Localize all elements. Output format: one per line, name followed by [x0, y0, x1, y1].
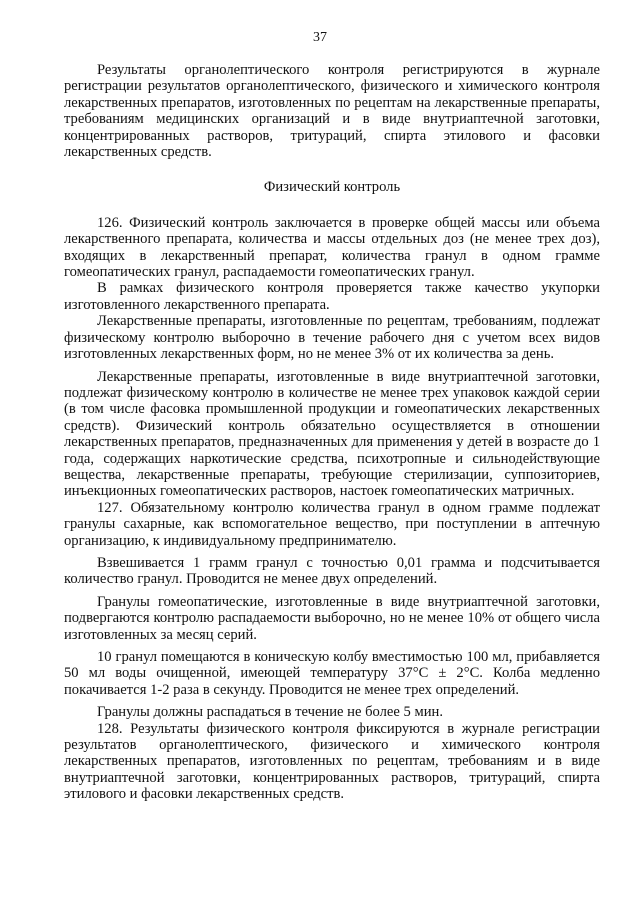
paragraph-126: 126. Физический контроль заключается в проверке общей массы или объема лекарственного препарата, количества и массы отдельных доз (не менее трех доз), входящих в лекарственный препарат, количества гранул в одном грамме гомеопатических гранул, распадаемости гомеопатических гранул. — [64, 214, 600, 281]
paragraph-in-pharmacy-preparation: Лекарственные препараты, изготовленные в виде внутриаптечной заготовки, подлежат физическому контролю в количестве не менее трех упаковок каждой серии (в том числе фасовка промышленной продукции и гомеопатических лекарственных средств). Физический контроль обязательно осуществляется в отношении лекарственных препаратов, предназначенных для применения у детей в возрасте до 1 года, содержащих наркотические средства, психотропные и сильнодействующие вещества, лекарственные препараты, требующие стерилизации, суппозиториев, инъекционных гомеопатических растворов, настоек гомеопатических матричных. — [64, 368, 600, 500]
page-number: 37 — [313, 30, 327, 45]
paragraph-disintegration-control: Гранулы гомеопатические, изготовленные в виде внутриаптечной заготовки, подвергаются контролю распадаемости выборочно, но не менее 10% от общего числа изготовленных за месяц серий. — [64, 593, 600, 643]
section-heading: Физический контроль — [263, 179, 401, 196]
paragraph-disintegration-time: Гранулы должны распадаться в течение не более 5 мин. — [97, 704, 443, 721]
document-body — [64, 62, 600, 803]
paragraph-127: 127. Обязательному контролю количества гранул в одном грамме подлежат гранулы сахарные, как вспомогательное вещество, при поступлении в аптечную организацию, к индивидуальному предпринимателю. — [64, 499, 600, 549]
paragraph-prescription-control: Лекарственные препараты, изготовленные по рецептам, требованиям, подлежат физическому контролю выборочно в течение рабочего дня с учетом всех видов изготовленных лекарственных форм, но не менее 3% от их количества за день. — [64, 313, 600, 363]
paragraph-weighing: Взвешивается 1 грамм гранул с точностью 0,01 грамма и подсчитывается количество гранул. Проводится не менее двух определений. — [64, 554, 600, 588]
paragraph-test-procedure: 10 гранул помещаются в коническую колбу вместимостью 100 мл, прибавляется 50 мл воды очищенной, имеющей температуру 37°С ± 2°С. Колба медленно покачивается 1-2 раза в секунду. Проводится не менее трех определений. — [64, 649, 600, 698]
intro-paragraph: Результаты органолептического контроля регистрируются в журнале регистрации результатов органолептического, физического и химического контроля лекарственных препаратов, изготовленных по рецептам на лекарственные препараты, требованиям медицинских организаций и в виде внутриаптечной заготовки, концентрированных растворов, тритураций, спирта этилового и фасовки лекарственных средств. — [64, 62, 600, 161]
paragraph-packaging-quality: В рамках физического контроля проверяется также качество укупорки изготовленного лекарственного препарата. — [64, 280, 600, 313]
paragraph-128: 128. Результаты физического контроля фиксируются в журнале регистрации результатов органолептического, физического и химического контроля лекарственных препаратов, изготовленных по рецептам, требованиям и в виде внутриаптечной заготовки, концентрированных растворов, тритураций, спирта этилового и фасовки лекарственных средств. — [64, 720, 600, 803]
